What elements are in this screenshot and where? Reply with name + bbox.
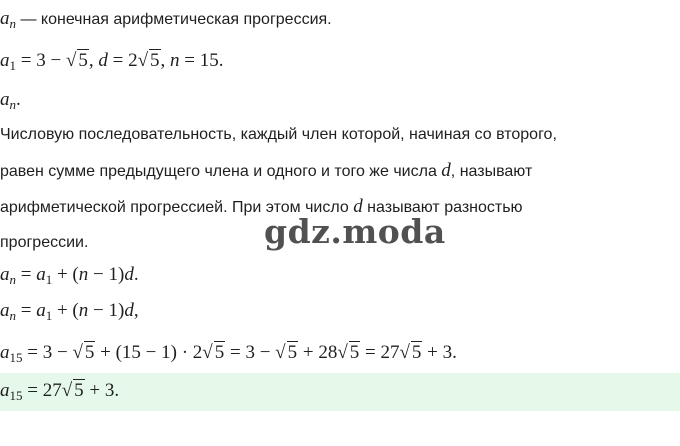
watermark-logo: gdz.moda: [264, 212, 446, 251]
computation: $a_{15} = 3$ − √ 5 + (15 − 1) · 2√ 5 = 3 − √ 5 + 28√ 5 = 27√ 5 + 3.: [0, 342, 457, 365]
answer: $a_{15} = 27√$ 5 + 3.: [0, 380, 120, 403]
problem-statement: $a_n$ — конечная арифметическая прогрессия.: [0, 8, 332, 31]
definition-line-1: Числовую последовательность, каждый член которой, начиная со второго,: [0, 126, 557, 143]
given-values: $a_1 = 3$ − √ 5, d = 2√ 5, n = 15.: [0, 50, 224, 73]
definition-line-4: прогрессии.: [0, 234, 89, 251]
general-formula: $a_n = a_1 + (n - 1)d$.: [0, 264, 139, 287]
statement-text: — конечная арифметическая прогрессия.: [20, 11, 332, 28]
definition-line-3: арифметической прогрессией. При этом число d называют разностью: [0, 196, 523, 217]
find-target: $a_n$.: [0, 89, 21, 112]
definition-line-2: равен сумме предыдущего члена и одного и того же числа d, называют: [0, 160, 533, 181]
general-formula-applied: $a_n = a_1 + (n - 1)d$,: [0, 300, 139, 323]
